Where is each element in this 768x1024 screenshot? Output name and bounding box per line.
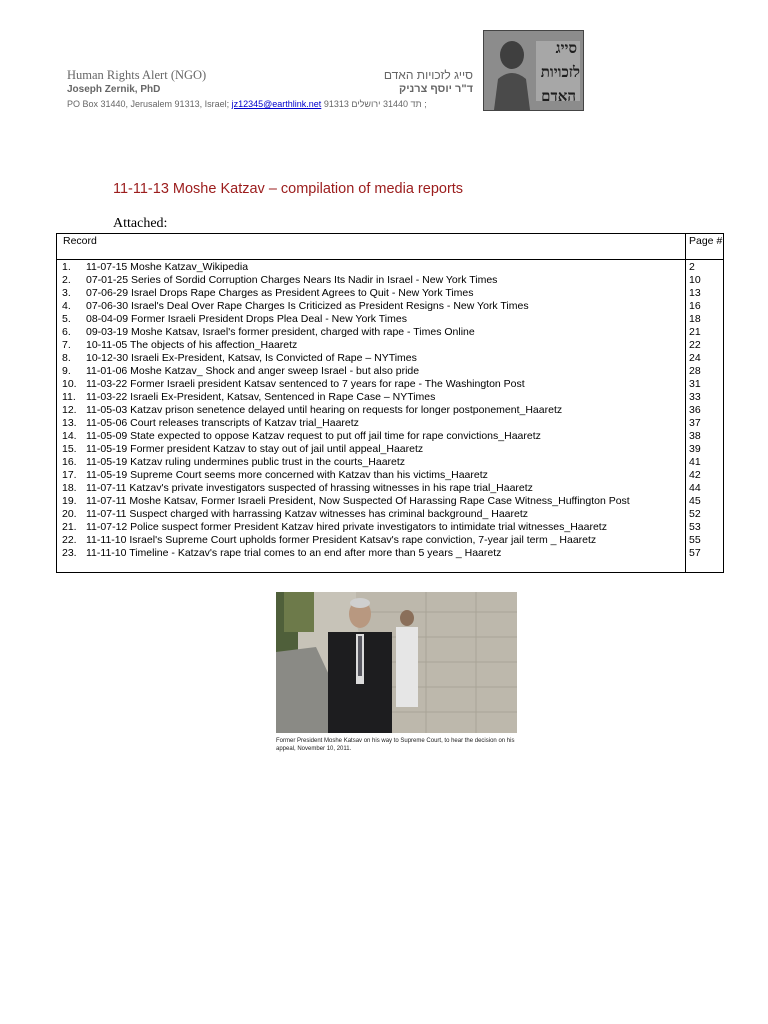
row-number: 1. (62, 261, 71, 273)
table-row (57, 300, 723, 313)
row-number: 12. (62, 404, 77, 416)
table-row (57, 287, 723, 300)
row-number: 14. (62, 430, 77, 442)
table-row (57, 521, 723, 534)
row-number: 10. (62, 378, 77, 390)
records-table (56, 233, 724, 573)
table-row (57, 352, 723, 365)
table-row (57, 365, 723, 378)
row-record-title: 11-11-10 Israel's Supreme Court upholds former President Katsav's rape conviction, 7-year jail term _ Haaretz (86, 534, 597, 546)
table-row (57, 443, 723, 456)
row-number: 8. (62, 352, 71, 364)
row-record-title: 11-05-06 Court releases transcripts of Katzav trial_Haaretz (86, 417, 359, 429)
row-record-title: 07-06-29 Israel Drops Rape Charges as President Agrees to Quit - New York Times (86, 287, 474, 299)
row-record-title: 11-03-22 Former Israeli president Katsav sentenced to 7 years for rape - The Washington Post (86, 378, 525, 390)
row-page-number: 38 (689, 430, 701, 442)
row-record-title: 11-03-22 Israeli Ex-President, Katsav, Sentenced in Rape Case – NYTimes (86, 391, 436, 403)
row-number: 4. (62, 300, 71, 312)
row-page-number: 55 (689, 534, 701, 546)
row-number: 9. (62, 365, 71, 377)
table-row (57, 430, 723, 443)
row-number: 15. (62, 443, 77, 455)
row-page-number: 31 (689, 378, 701, 390)
row-record-title: 10-11-05 The objects of his affection_Haaretz (86, 339, 298, 351)
logo-image (483, 30, 584, 111)
table-row (57, 391, 723, 404)
row-number: 17. (62, 469, 77, 481)
table-row (57, 404, 723, 417)
row-number: 2. (62, 274, 71, 286)
row-page-number: 16 (689, 300, 701, 312)
org-name: Human Rights Alert (NGO) (67, 68, 207, 82)
row-page-number: 39 (689, 443, 701, 455)
row-record-title: 11-05-19 Supreme Court seems more concerned with Katzav than his victims_Haaretz (86, 469, 488, 481)
row-page-number: 45 (689, 495, 701, 507)
photo-caption: Former President Moshe Katsav on his way to Supreme Court, to hear the decision on his appeal, November 10, 2011. (276, 738, 515, 752)
row-page-number: 37 (689, 417, 701, 429)
table-row (57, 313, 723, 326)
row-record-title: 07-01-25 Series of Sordid Corruption Charges Nears Its Nadir in Israel - New York Times (86, 274, 498, 286)
hebrew-org-name: סייג לזכויות האדם (383, 68, 473, 82)
row-page-number: 24 (689, 352, 701, 364)
table-row (57, 534, 723, 547)
attached-label: Attached: (113, 216, 168, 231)
row-record-title: 11-07-15 Moshe Katzav_Wikipedia (86, 261, 249, 273)
row-record-title: 11-11-10 Timeline - Katzav's rape trial comes to an end after more than 5 years _ Haaretz (86, 547, 502, 559)
row-record-title: 11-05-03 Katzav prison senetence delayed until hearing on requests for longer postponement_Haaretz (86, 404, 563, 416)
row-page-number: 57 (689, 547, 701, 559)
address-prefix: PO Box 31440, Jerusalem 91313, Israel; (67, 99, 230, 109)
address-hebrew: ; תד 31440 ירושלים 91313 (323, 99, 427, 109)
column-header-record: Record (63, 235, 97, 247)
row-page-number: 33 (689, 391, 701, 403)
row-number: 3. (62, 287, 71, 299)
row-record-title: 11-05-19 Katzav ruling undermines public trust in the courts_Haaretz (86, 456, 406, 468)
row-page-number: 2 (689, 261, 695, 273)
row-record-title: 11-07-11 Suspect charged with harrassing Katzav witnesses has criminal background_ Haaretz (86, 508, 529, 520)
row-number: 11. (62, 391, 76, 403)
row-number: 7. (62, 339, 71, 351)
row-page-number: 18 (689, 313, 701, 325)
table-row (57, 261, 723, 274)
row-page-number: 10 (689, 274, 701, 286)
row-number: 23. (62, 547, 77, 559)
row-page-number: 52 (689, 508, 701, 520)
row-page-number: 53 (689, 521, 701, 533)
table-row (57, 508, 723, 521)
header-divider (57, 259, 723, 260)
row-record-title: 11-07-12 Police suspect former President Katzav hired private investigators to intimidate trial witnesses_Haaretz (86, 521, 607, 533)
news-photo (276, 592, 517, 733)
row-record-title: 11-01-06 Moshe Katzav_ Shock and anger sweep Israel - but also pride (86, 365, 420, 377)
table-row (57, 469, 723, 482)
hebrew-person-name: ד"ר יוסף צרניק (399, 83, 473, 95)
row-number: 16. (62, 456, 77, 468)
row-record-title: 08-04-09 Former Israeli President Drops Plea Deal - New York Times (86, 313, 407, 325)
person-name: Joseph Zernik, PhD (67, 84, 161, 95)
table-row (57, 547, 723, 560)
table-row (57, 482, 723, 495)
row-page-number: 21 (689, 326, 701, 338)
row-page-number: 42 (689, 469, 701, 481)
row-page-number: 22 (689, 339, 701, 351)
table-row (57, 326, 723, 339)
email-link[interactable]: jz12345@earthlink.net (231, 99, 322, 109)
row-record-title: 11-05-19 Former president Katzav to stay out of jail until appeal_Haaretz (86, 443, 424, 455)
row-page-number: 13 (689, 287, 701, 299)
row-record-title: 07-06-30 Israel's Deal Over Rape Charges Is Criticized as President Resigns - New York Times (86, 300, 529, 312)
logo-text-line-2: לזכויות (540, 63, 580, 81)
column-header-page: Page # (689, 235, 723, 247)
row-record-title: 11-07-11 Moshe Katsav, Former Israeli President, Now Suspected Of Harassing Rape Case Witness_Huffington Post (86, 495, 630, 507)
row-number: 22. (62, 534, 77, 546)
row-number: 19. (62, 495, 77, 507)
table-row (57, 274, 723, 287)
row-record-title: 09-03-19 Moshe Katsav, Israel's former president, charged with rape - Times Online (86, 326, 475, 338)
row-record-title: 11-05-09 State expected to oppose Katzav request to put off jail time for rape convictions_Haaretz (86, 430, 541, 442)
row-page-number: 28 (689, 365, 701, 377)
table-rows (57, 261, 723, 560)
row-record-title: 10-12-30 Israeli Ex-President, Katsav, Is Convicted of Rape – NYTimes (86, 352, 417, 364)
table-row (57, 378, 723, 391)
row-page-number: 36 (689, 404, 701, 416)
row-page-number: 44 (689, 482, 701, 494)
table-row (57, 495, 723, 508)
logo-text-line-1: סייג (555, 39, 577, 57)
table-row (57, 339, 723, 352)
row-number: 20. (62, 508, 77, 520)
row-number: 18. (62, 482, 77, 494)
row-number: 5. (62, 313, 71, 325)
row-record-title: 11-07-11 Katzav's private investigators suspected of hrassing witnesses in his rape trial_Haaretz (86, 482, 533, 494)
logo-text-line-3: האדם (541, 87, 576, 105)
row-page-number: 41 (689, 456, 701, 468)
table-row (57, 417, 723, 430)
row-number: 13. (62, 417, 77, 429)
row-number: 21. (62, 521, 77, 533)
address-line (67, 99, 427, 109)
table-row (57, 456, 723, 469)
row-number: 6. (62, 326, 71, 338)
document-title: 11-11-13 Moshe Katzav – compilation of media reports (113, 181, 464, 197)
